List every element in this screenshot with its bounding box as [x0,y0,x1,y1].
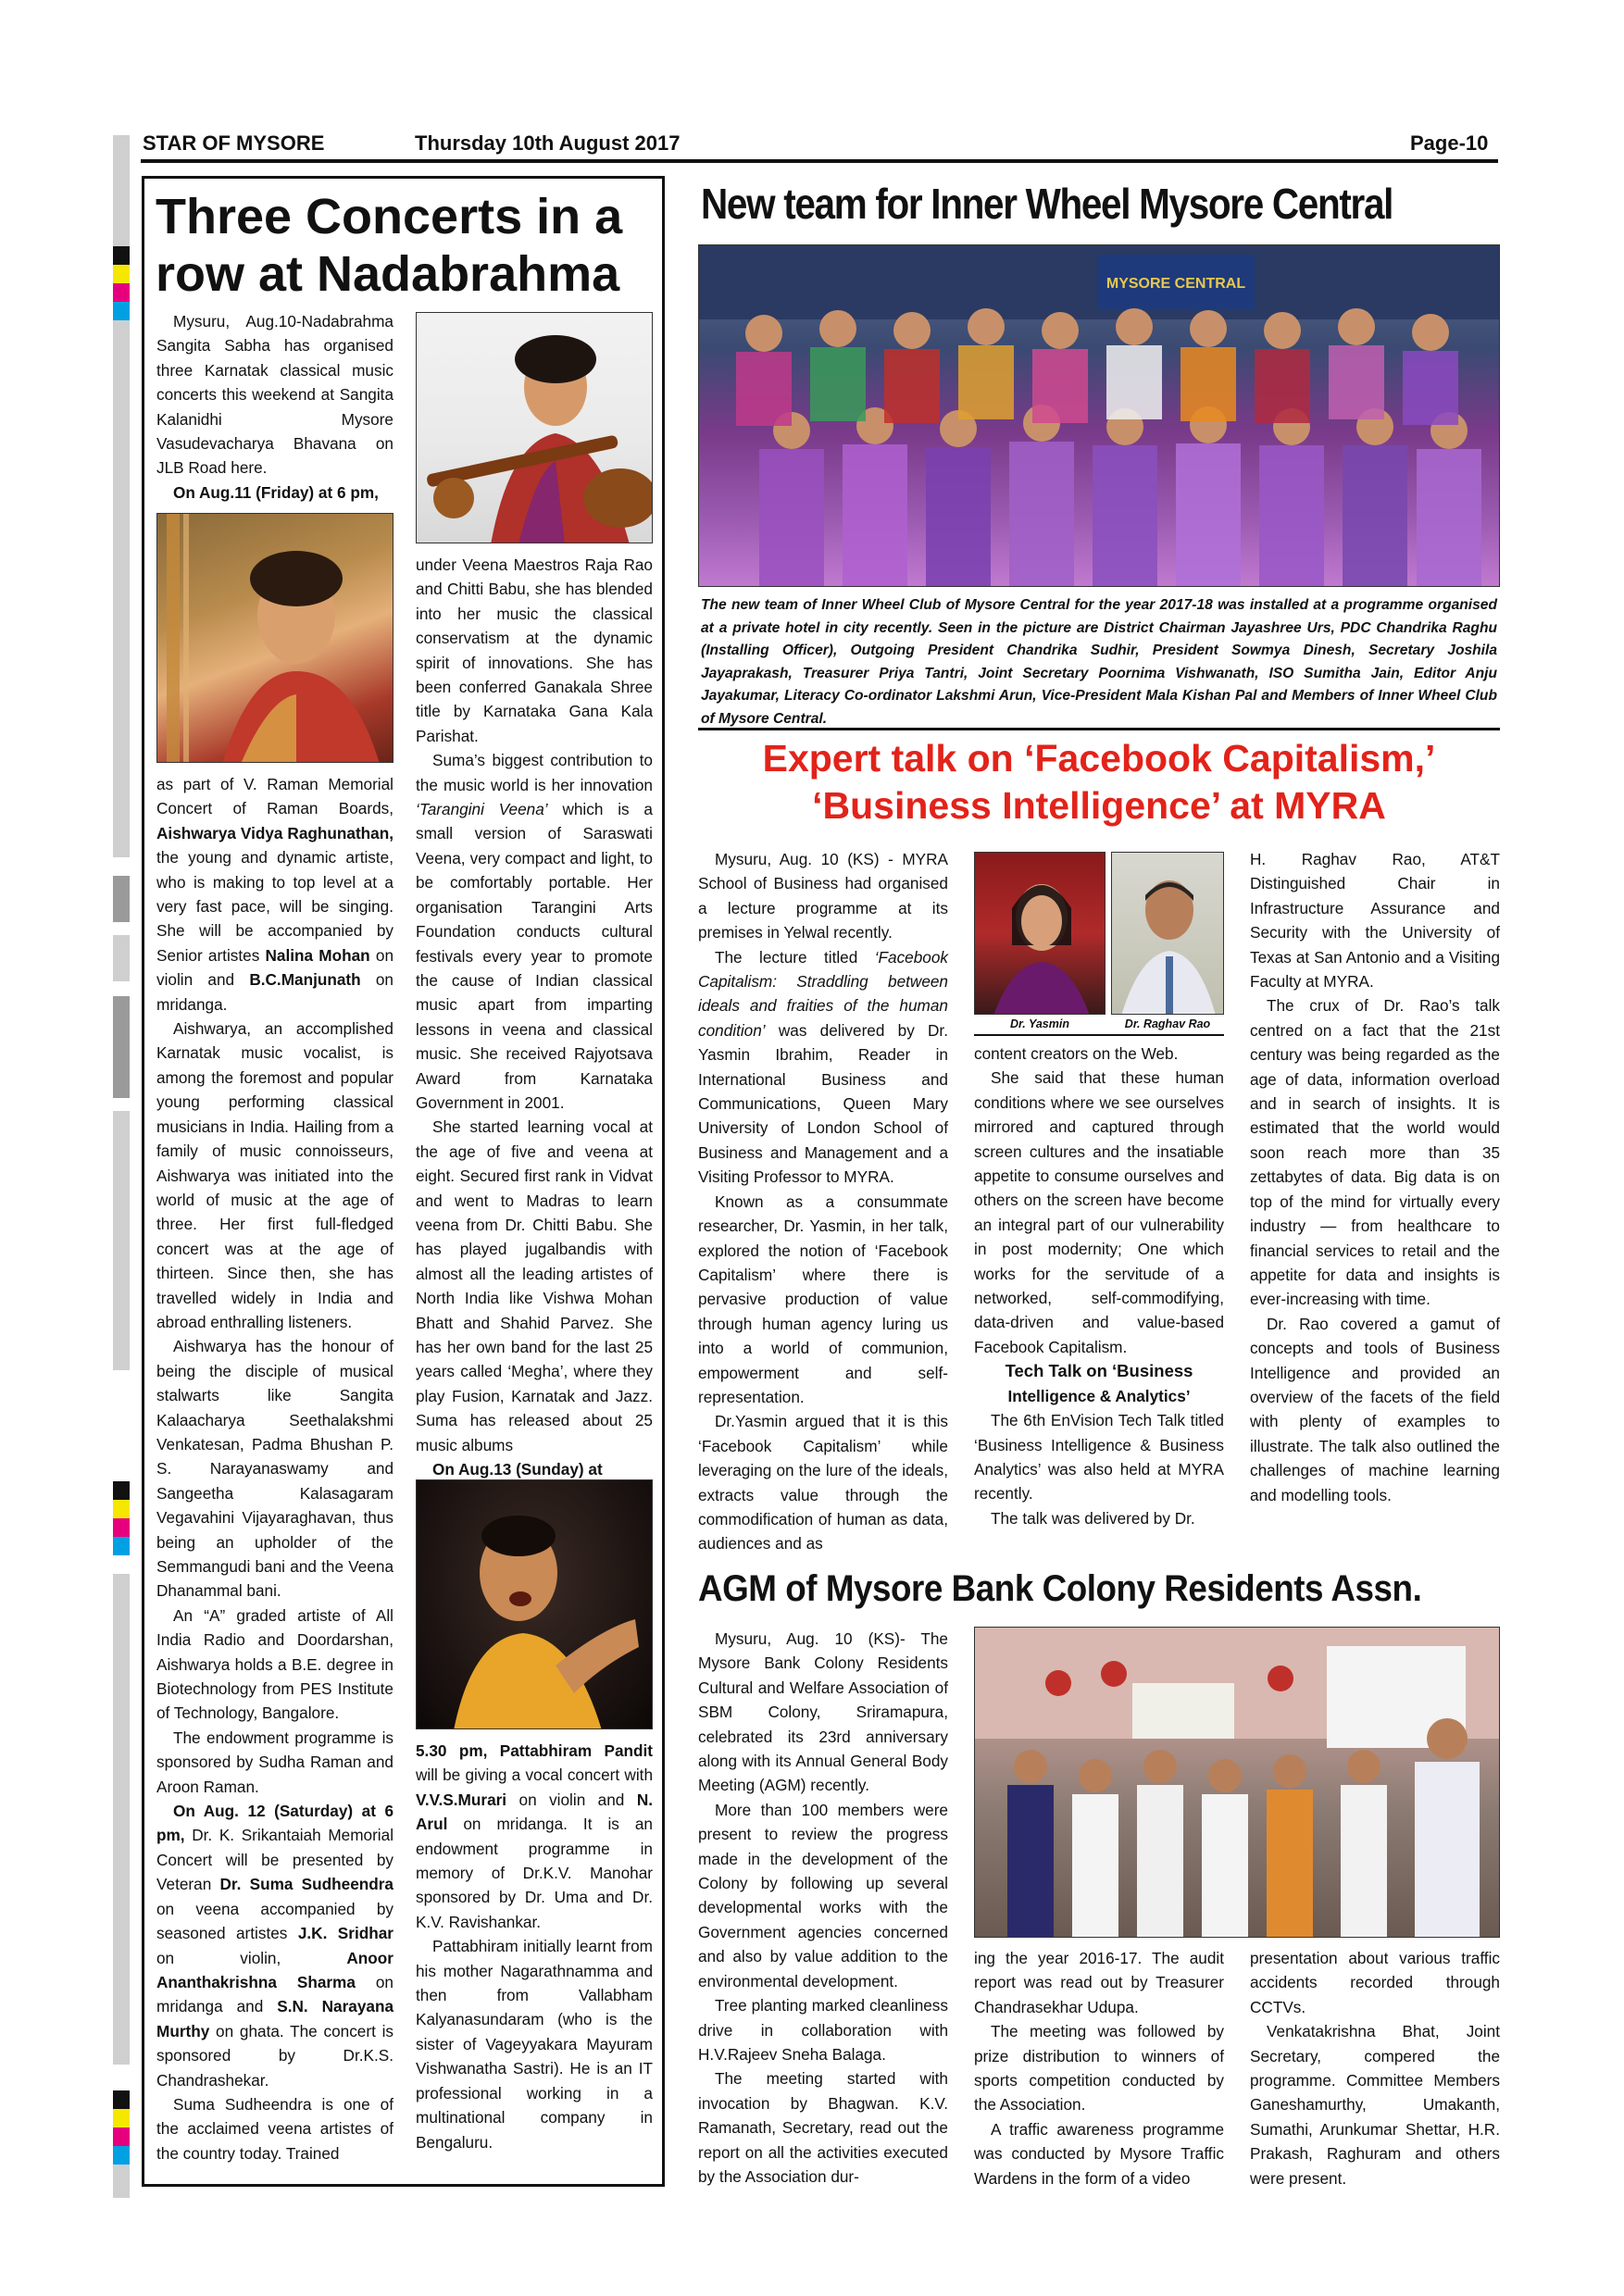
innerwheel-headline: New team for Inner Wheel Mysore Central [701,180,1393,228]
artist1-violinist: Nalina Mohan [265,945,370,965]
registration-mark-cyan [113,302,130,320]
suma-para-3a: Suma’s biggest contribution to the music world is her innovation [416,751,653,794]
concerts-column-1 [156,772,394,2165]
agm-headline: AGM of Mysore Bank Colony Residents Assn. [698,1568,1422,1609]
suma-para-2: under Veena Maestros Raja Rao and Chitti Babu, she has blended into her music the classical conservatism at the dynamic spirit of innovations. She has been conferred Ganakala Shree title by Karnataka Gana Kala Parishat. [416,555,653,745]
endowment-para: The endowment programme is sponsored by Sudha Raman and Aroon Raman. [156,1728,394,1796]
artist1-mridanga-text: on mridanga. [156,970,394,1014]
myra-headline-line-1: Expert talk on ‘Facebook Capitalism,’ [762,737,1436,780]
aug12-mridangist: Anoor Ananthakrishna Sharma [156,1948,394,1991]
registration-strip [113,876,130,922]
myra-para-10: The crux of Dr. Rao’s talk centred on a fact that the 21st century was being regarded as the age of data, information overload and in search of insights. It is estimated that the world would soon reach more than 35 zettabytes of data. Big data is on top of the mind for virtually every industry — from healthcare to financial services to retail and the appetite for data and insights is ever-increasing with time. [1250,996,1500,1309]
concerts-headline: Three Concerts in a row at Nadabrahma [156,189,623,302]
myra-column-2 [974,1042,1224,1530]
agm-para-5: ing the year 2016-17. The audit report was read out by Treasurer Chandrasekhar Udupa. [974,1949,1224,2016]
registration-mark-yellow [113,2109,130,2128]
myra-para-1: Mysuru, Aug. 10 (KS) - MYRA School of Business had organised a lecture programme at its premises in Yelwal recently. [698,850,948,942]
agm-column-1 [698,1627,948,2189]
agm-para-1: Mysuru, Aug. 10 (KS)- The Mysore Bank Colony Residents Cultural and Welfare Association of SBM Colony, Sriramapura, celebrated its 23rd anniversary along with its Annual General Body Meeting (AGM) recently. [698,1629,948,1795]
photo-banner-text: MYSORE CENTRAL [1106,276,1246,292]
aug12-text-c: on violin, [156,1948,281,1967]
registration-strip [113,935,130,981]
issue-date: Thursday 10th August 2017 [415,131,681,155]
agm-para-3: Tree planting marked cleanliness drive in collaboration with H.V.Rajeev Sneha Balaga. [698,1996,948,2064]
agm-photo [974,1627,1500,1938]
concerts-column-2 [416,553,653,1481]
suma-para-3b: which is a small version of Saraswati Veena, very compact and light, to be comfortably portable. Her organisation Tarangini Arts Foundation conducts cultural festivals every year to promote the cause of Indian classical music apart from imparting lessons in veena and classical music. She received Rajyotsava Award from Karnataka Government in 2001. [416,800,653,1112]
myra-para-8: The talk was delivered by Dr. [991,1508,1195,1528]
registration-mark-cyan [113,2146,130,2165]
artist1-violin-text: on violin and [156,945,394,990]
myra-para-4: Dr.Yasmin argued that it is this ‘Facebook Capitalism’ while leveraging on the lure of the ideals, extracts value through the commodification of human as data, audiences and as [698,1412,948,1554]
myra-headline-line-2: ‘Business Intelligence’ at MYRA [812,784,1386,827]
registration-mark-black [113,2090,130,2109]
page-number: Page-10 [1410,131,1489,155]
agm-para-6: The meeting was followed by prize distribution to winners of sports competition conducted by the Association. [974,2022,1224,2115]
aug13-violinist: V.V.S.Murari [416,1790,507,1809]
agm-para-2: More than 100 members were present to review the progress made in the development of the Colony by following up several developmental works with the Government agencies concerned and also by value addition to the environmental development. [698,1800,948,1990]
aishwarya-para-1: Aishwarya, an accomplished Karnatak music vocalist, is among the foremost and popular young performing classical musicians in India. Hailing from a family of music connoisseurs, Aishwarya was initiated into the world of music at the age of three. Her first full-fledged concert was at the age of thirteen. Since then, she has travelled widely in India and abroad enthralling listeners. [156,1019,394,1331]
registration-strip [113,996,130,1098]
newspaper-name: STAR OF MYSORE [143,131,325,155]
aug12-artist: Dr. Suma Sudheendra [219,1875,394,1894]
registration-strip [113,2165,130,2198]
caption-dr-yasmin: Dr. Yasmin [1010,1017,1069,1030]
suma-para-4: She started learning vocal at the age of five and veena at eight. Secured first rank in Vidvat and went to Madras to learn veena from Dr. Chitti Babu. She has played jugalbandis with almost all the leading artistes of North India like Vishwa Mohan Bhatt and Shahid Parvez. She has her own band for the last 25 years called ‘Megha’, where they play Fusion, Karnatak and Jazz. Suma has released about 25 music albums [416,1117,653,1454]
aishwarya-para-2: Aishwarya has the honour of being the disciple of musical stalwarts like Sangita Kalaacharya Seethalakshmi Venkatesan, Padma Bhushan P. S. Narayanaswamy and Sangeetha Kalasagaram Vegavahini Vijayaraghavan, thus being an upholder of the Semmangudi bani and the Veena Dhanammal bani. [156,1337,394,1601]
myra-para-2b: was delivered by Dr. Yasmin Ibrahim, Reader in International Business and Communications, Queen Mary University of London School of Business and Management and a Visiting Professor to MYRA. [698,1020,948,1187]
registration-mark-cyan [113,1537,130,1555]
registration-strip [113,1111,130,1370]
myra-headline [698,735,1500,830]
aug11-lead: On Aug.11 (Friday) at 6 pm, [173,482,379,502]
registration-mark-magenta [113,1518,130,1537]
caption-dr-raghav-rao: Dr. Raghav Rao [1124,1017,1211,1030]
suma-sudheendra-photo [416,312,653,543]
aug12-text-d: on mridanga and [156,1972,394,2016]
aug12-lead: On Aug. 12 (Saturday) at 6 pm, [156,1802,394,1845]
pattabhiram-photo [416,1479,653,1729]
registration-mark-black [113,1481,130,1500]
artist1-mridangist: B.C.Manjunath [249,970,361,990]
aug11-body: as part of V. Raman Memorial Concert of Raman Boards, [156,775,394,818]
registration-mark-yellow [113,1500,130,1518]
agm-column-2 [974,1946,1224,2190]
myra-column-3 [1250,847,1500,1507]
tech-talk-subhead-2: Intelligence & Analytics’ [1007,1386,1191,1405]
registration-strip [113,1574,130,2065]
aug13-time-artist: 5.30 pm, Pattabhiram Pandit [416,1741,653,1760]
lecture-title: ‘Facebook Capitalism: Straddling between ideals and fraities of the human condition’ [698,947,948,1040]
registration-mark-magenta [113,283,130,302]
registration-mark-black [113,246,130,265]
aug12-text-a: Dr. K. Srikantaiah Memorial Concert will be presented by Veteran [156,1826,394,1894]
header-rule [141,159,1498,163]
aug13-mridangist: N. Arul [416,1790,653,1834]
aishwarya-para-3: An “A” graded artiste of All India Radio and Doordarshan, Aishwarya holds a B.E. degree in Biotechnology from PES Institute of Technology, Bangalore. [156,1605,394,1723]
aug12-ghata-artist: S.N. Narayana Murthy [156,1997,394,2040]
aug12-violinist: J.K. Sridhar [297,1924,394,1943]
caption-rule [698,728,1500,730]
myra-para-2a: The lecture titled [715,947,858,967]
innerwheel-caption: The new team of Inner Wheel Club of Mysore Central for the year 2017-18 was installed at a programme organised at a private hotel in city recently. Seen in the picture are District Chairman Jayashree Urs, PDC Chandrika Raghu (Installing Officer), Outgoing President Chandrika Sudhir, President Sowmya Dinesh, Secretary Joshila Jayaprakash, Treasurer Priya Tantri, Joint Secretary Poornima Vishwanath, ISO Sumitha Jain, Editor Anju Jayakumar, Literacy Co-ordinator Lakshmi Arun, Vice-President Mala Kishan Pal and Members of Inner Wheel Club of Mysore Central. [701,597,1497,727]
artist1-description: the young and dynamic artiste, who is making to top level at a very fast pace, will be singing. She will be accompanied by Senior artistes [156,848,394,965]
aug13-lead: On Aug.13 (Sunday) at [432,1460,603,1479]
registration-strip [113,320,130,857]
agm-para-9: Venkatakrishna Bhat, Joint Secretary, compered the programme. Committee Members Ganeshamurthy, Umakanth, Sumathi, Arunkumar Shettar, H.R. Prakash, Raghuram and others were present. [1250,2022,1500,2188]
myra-column-1 [698,847,948,1556]
myra-para-5: content creators on the Web. [974,1044,1179,1063]
myra-para-11: Dr. Rao covered a gamut of concepts and tools of Business Intelligence and provided an overview of the facets of the field with plenty of examples to illustrate. The talk also outlined the challenges of machine learning and modelling tools. [1250,1314,1500,1504]
agm-para-4: The meeting started with invocation by Bhagwan. K.V. Ramanath, Secretary, read out the report on all the activities executed by the Association dur- [698,2069,948,2186]
dr-yasmin-photo [974,852,1106,1015]
tech-talk-subhead-1: Tech Talk on ‘Business [1005,1361,1193,1381]
aug13-text-a: will be giving a vocal concert with [416,1766,653,1785]
registration-mark-magenta [113,2128,130,2146]
registration-mark-yellow [113,265,130,283]
myra-para-6: She said that these human conditions where we see ourselves mirrored and captured through screen cultures and the insatiable appetite to consume ourselves and others on the screen have become an integral part of our vulnerability in post modernity; One which works for the servitude of a networked, self-commodifying, data-driven and value-based Facebook Capitalism. [974,1068,1224,1356]
agm-column-3 [1250,1946,1500,2190]
myra-para-9: H. Raghav Rao, AT&T Distinguished Chair in Infrastructure Assurance and Security with the University of Texas at San Antonio and a Visiting Faculty at MYRA. [1250,850,1500,992]
photo-caption-rule [974,1034,1224,1036]
aug12-text-b: on veena accompanied by seasoned artistes [156,1899,394,1943]
concerts-intro: Mysuru, Aug.10-Nadabrahma Sangita Sabha has organised three Karnatak classical music concerts this weekend at Sangita Kalanidhi Mysore Vasudevacharya Bhavana on JLB Road here. [156,312,394,478]
myra-para-7: The 6th EnVision Tech Talk titled ‘Business Intelligence & Business Analytics’ was also held at MYRA recently. [974,1411,1224,1504]
tarangini-veena: ‘Tarangini Veena’ [416,800,548,819]
agm-para-8: presentation about various traffic accidents recorded through CCTVs. [1250,1949,1500,2016]
concerts-column-1-top [156,309,394,505]
suma-para-1: Suma Sudheendra is one of the acclaimed veena artistes of the country today. Trained [156,2094,394,2163]
aug13-text-b: on violin and [518,1790,625,1809]
concerts-column-2-bottom [416,1739,653,2154]
aug12-text-e: on ghata. The concert is sponsored by Dr.K.S. Chandrashekar. [156,2021,394,2090]
dr-raghav-rao-photo [1111,852,1224,1015]
aishwarya-photo [156,513,394,763]
registration-strip [113,135,130,246]
myra-para-3: Known as a consummate researcher, Dr. Yasmin, in her talk, explored the notion of ‘Facebook Capitalism’ where there is pervasive production of value through human agency luring us into a world of communion, empowerment and self-representation. [698,1192,948,1406]
aug13-text-c: on mridanga. It is an endowment programme in memory of Dr.K.V. Manohar sponsored by Dr. Uma and Dr. K.V. Ravishankar. [416,1815,653,1931]
artist1-name: Aishwarya Vidya Raghunathan, [156,823,394,842]
innerwheel-group-photo [698,244,1500,587]
pattabhiram-para: Pattabhiram initially learnt from his mother Nagarathnamma and then from Vallabham Kalyanasundaram (who is the sister of Vageyyakara Mayuram Vishwanatha Sastri). He is an IT professional working in a multinational company in Bengaluru. [416,1937,653,2152]
agm-para-7: A traffic awareness programme was conducted by Mysore Traffic Wardens in the form of a video [974,2119,1224,2188]
